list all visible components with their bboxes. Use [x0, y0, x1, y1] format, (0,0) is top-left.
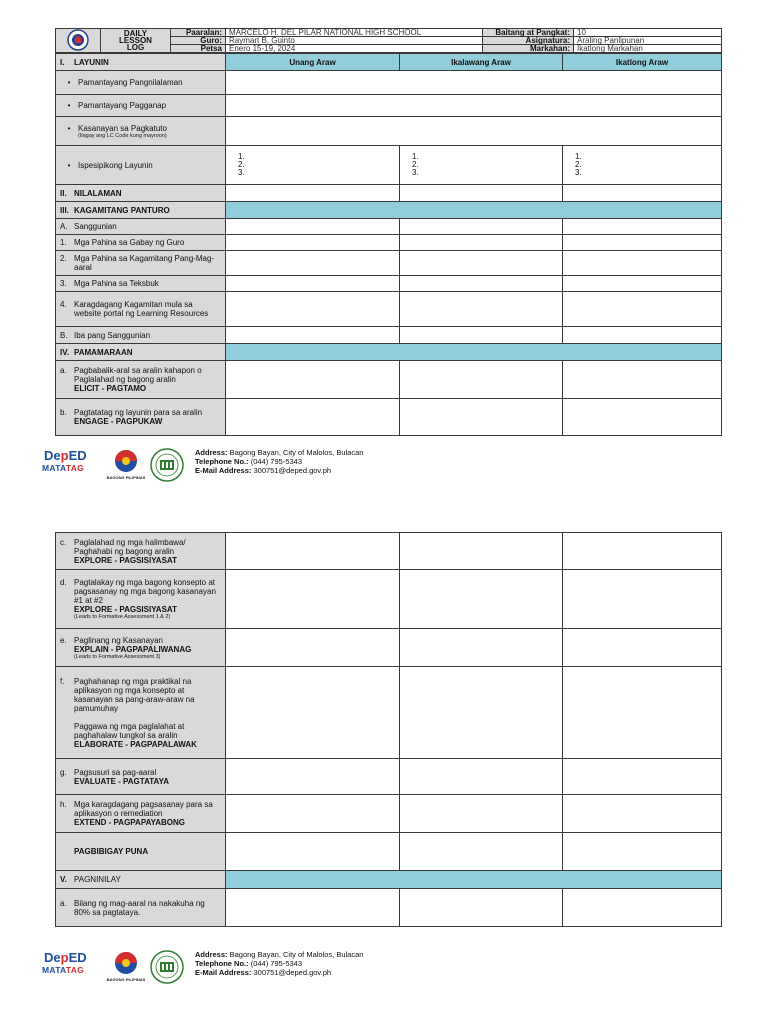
- row-extend: h. Mga karagdagang pagsasanay para sa aplikasyon o remediation EXTEND - PAGPAPAYABONG: [56, 795, 226, 833]
- row-pangnilalaman: • Pamantayang Pangnilalaman: [56, 71, 226, 95]
- cell-nilalaman-2[interactable]: [400, 185, 563, 202]
- row-pagbibigay-puna: PAGBIBIGAY PUNA: [56, 833, 226, 871]
- footer-logos: DepED MATATAG BAGONG PILIPINAS: [42, 448, 192, 488]
- row-bilang-mag-aaral: a. Bilang ng mag-aaral na nakakuha ng 80% sa pagtataya.: [56, 889, 226, 927]
- markahan-value: Ikatlong Markahan: [574, 45, 722, 53]
- section-pamamaraan: IV. PAMAMARAAN: [56, 344, 226, 361]
- paaralan-value: MARCELO H. DEL PILAR NATIONAL HIGH SCHOOL: [226, 29, 483, 37]
- section-kagamitang: III. KAGAMITANG PANTURO: [56, 202, 226, 219]
- section-layunin: I. LAYUNIN: [56, 54, 226, 71]
- deped-logo: DepED: [44, 950, 87, 965]
- petsa-value: Enero 15-19, 2024: [226, 45, 483, 53]
- row-teksbuk: 3. Mga Pahina sa Teksbuk: [56, 276, 226, 292]
- row-iba-pang-sanggunian: B. Iba pang Sanggunian: [56, 327, 226, 344]
- deped-seal: [56, 29, 101, 53]
- page-1: [55, 28, 721, 436]
- matatag-logo: MATATAG: [42, 463, 85, 473]
- teal-bar-pamamaraan: [226, 344, 722, 361]
- row-kasanayan: • Kasanayan sa Pagkatuto (Ilagay ang LC Code kung mayroon): [56, 117, 226, 146]
- dll-line-3: LOG: [126, 43, 145, 52]
- footer-2: [42, 950, 442, 990]
- cell-nilalaman-3[interactable]: [563, 185, 722, 202]
- paaralan-label: Paaralan:: [171, 29, 226, 37]
- row-evaluate: g. Pagsusuri sa pag-aaral EVALUATE - PAGTATAYA: [56, 759, 226, 795]
- row-elaborate: f. Paghahanap ng mga praktikal na aplikasyon ng mga konsepto at kasanayan sa pang-araw-araw na pamumuhay Paggawa ng mga paglalahat at paghahalaw tungkol sa aralin ELABORATE - PAGPAPALAWAK: [56, 667, 226, 759]
- school-seal-icon: [150, 950, 184, 984]
- cell-ispesipiko-2[interactable]: 1. 2. 3.: [400, 146, 563, 185]
- row-sanggunian: A. Sanggunian: [56, 219, 226, 235]
- footer-address: Address: Bagong Bayan, City of Malolos, Bulacan Telephone No.: (044) 795-5343 E-Mail Address: 300751@deped.gov.ph: [195, 950, 364, 977]
- row-explore-2: d. Pagtalakay ng mga bagong konsepto at pagsasanay ng mga bagong kasanayan #1 at #2 EXPLORE - PAGSISIYASAT (Leads to Formative Assessment 1 & 2): [56, 570, 226, 629]
- header-table: [55, 28, 722, 53]
- baitang-value: 10: [574, 29, 722, 37]
- guro-label: Guro:: [171, 37, 226, 45]
- cell-pagganap[interactable]: [226, 95, 722, 117]
- row-explain: e. Paglinang ng Kasanayan EXPLAIN - PAGPAPALIWANAG (Leads to Formative Assessment 3): [56, 629, 226, 667]
- row-pagganap: • Pamantayang Pagganap: [56, 95, 226, 117]
- cell-nilalaman-1[interactable]: [226, 185, 400, 202]
- col-head-2: Ikalawang Araw: [400, 54, 563, 71]
- deped-seal-icon: [67, 29, 89, 51]
- row-elicit: a. Pagbabalik-aral sa aralin kahapon o Paglalahad ng bagong aralin ELICIT - PAGTAMO: [56, 361, 226, 399]
- col-head-3: Ikatlong Araw: [563, 54, 722, 71]
- teal-bar-kagamitang: [226, 202, 722, 219]
- footer-1: [42, 448, 442, 488]
- row-explore-1: c. Paglalahad ng mga halimbawa/ Paghahabi ng bagong aralin EXPLORE - PAGSISIYASAT: [56, 533, 226, 570]
- baitang-label: Baitang at Pangkat:: [483, 29, 574, 37]
- col-head-1: Unang Araw: [226, 54, 400, 71]
- row-engage: b. Pagtatatag ng layunin para sa aralin ENGAGE - PAGPUKAW: [56, 399, 226, 436]
- page-2: [55, 532, 721, 927]
- row-kagamitang-pang-mag-aaral: 2. Mga Pahina sa Kagamitang Pang-Mag-aaral: [56, 251, 226, 276]
- dll-table-page-2: [55, 532, 722, 927]
- dll-table-page-1: [55, 53, 722, 436]
- markahan-label: Markahan:: [483, 45, 574, 53]
- asignatura-label: Asignatura:: [483, 37, 574, 45]
- footer-address: Address: Bagong Bayan, City of Malolos, Bulacan Telephone No.: (044) 795-5343 E-Mail Address: 300751@deped.gov.ph: [195, 448, 364, 475]
- cell-ispesipiko-3[interactable]: 1. 2. 3.: [563, 146, 722, 185]
- dll-line-2: LESSON: [119, 36, 152, 45]
- school-seal-icon: [150, 448, 184, 482]
- guro-value: Raymart B. Guinto: [226, 37, 483, 45]
- deped-logo: DepED: [44, 448, 87, 463]
- dll-line-1: DAILY: [123, 29, 148, 38]
- cell-pangnilalaman[interactable]: [226, 71, 722, 95]
- cell-ispesipiko-1[interactable]: 1. 2. 3.: [226, 146, 400, 185]
- section-nilalaman: II. NILALAMAN: [56, 185, 226, 202]
- section-pagninilay: V. PAGNINILAY: [56, 871, 226, 889]
- footer-logos: DepED MATATAG BAGONG PILIPINAS: [42, 950, 192, 990]
- teal-bar-pagninilay: [226, 871, 722, 889]
- row-gabay-guro: 1. Mga Pahina sa Gabay ng Guro: [56, 235, 226, 251]
- dll-title: [101, 29, 171, 53]
- row-ispesipiko: • Ispesipikong Layunin: [56, 146, 226, 185]
- cell-kasanayan[interactable]: [226, 117, 722, 146]
- matatag-logo: MATATAG: [42, 965, 85, 975]
- petsa-label: Petsa: [171, 45, 226, 53]
- asignatura-value: Araling Panlipunan: [574, 37, 722, 45]
- row-karagdagang-kagamitan: 4. Karagdagang Kagamitan mula sa website portal ng Learning Resources: [56, 292, 226, 327]
